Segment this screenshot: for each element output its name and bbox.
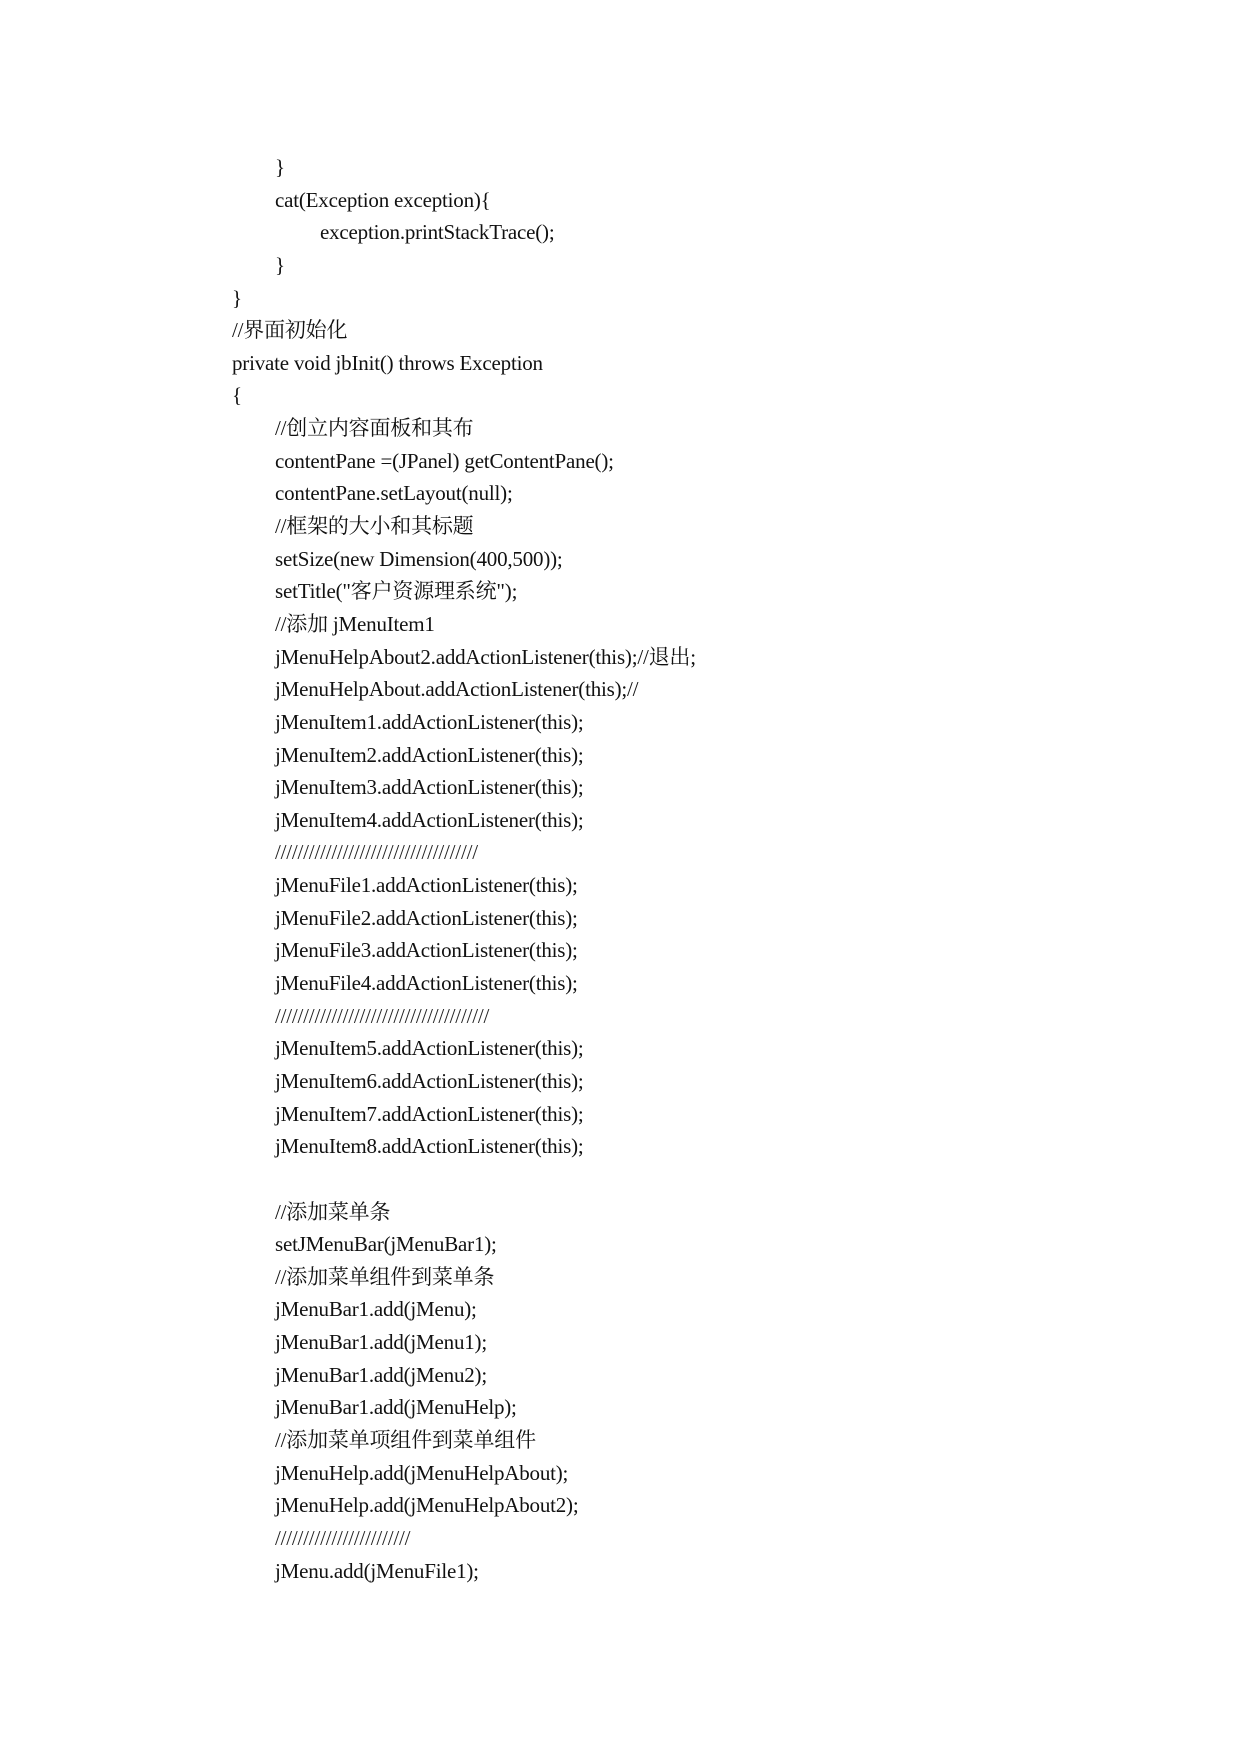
- code-line: jMenuBar1.add(jMenu1);: [275, 1330, 487, 1355]
- code-line: jMenuBar1.add(jMenu);: [275, 1297, 477, 1322]
- code-line: exception.printStackTrace();: [320, 220, 555, 245]
- code-line: jMenuFile1.addActionListener(this);: [275, 873, 578, 898]
- code-line: jMenuFile2.addActionListener(this);: [275, 905, 578, 930]
- code-line: }: [275, 252, 285, 277]
- code-line: jMenuItem2.addActionListener(this);: [275, 742, 584, 767]
- code-line: private void jbInit() throws Exception: [232, 350, 543, 375]
- separator-comment-line: ////////////////////////: [275, 1525, 411, 1550]
- comment-line: //添加菜单条: [275, 1199, 391, 1224]
- code-line: jMenuItem4.addActionListener(this);: [275, 807, 584, 832]
- code-line: jMenuHelpAbout.addActionListener(this);//: [275, 677, 639, 702]
- blank-line: [232, 1163, 1212, 1196]
- comment-line: //添加 jMenuItem1: [275, 611, 435, 636]
- code-line: jMenuItem5.addActionListener(this);: [275, 1036, 584, 1061]
- code-line: }: [275, 155, 285, 179]
- code-line: setSize(new Dimension(400,500));: [275, 546, 563, 571]
- code-line: cat(Exception exception){: [275, 187, 491, 212]
- code-line: jMenuBar1.add(jMenuHelp);: [275, 1395, 517, 1420]
- code-line: jMenuHelpAbout2.addActionListener(this);//退出;: [275, 644, 696, 669]
- code-line: jMenuItem8.addActionListener(this);: [275, 1134, 584, 1159]
- code-line: {: [232, 383, 242, 408]
- code-line: jMenuHelp.add(jMenuHelpAbout2);: [275, 1493, 579, 1518]
- code-line: jMenuItem6.addActionListener(this);: [275, 1068, 584, 1093]
- separator-comment-line: //////////////////////////////////////: [275, 1003, 490, 1028]
- code-line: jMenuItem3.addActionListener(this);: [275, 775, 584, 800]
- code-line: jMenuBar1.add(jMenu2);: [275, 1362, 487, 1387]
- comment-line: //界面初始化: [232, 318, 348, 343]
- code-line: jMenuFile4.addActionListener(this);: [275, 971, 578, 996]
- code-line: jMenuItem1.addActionListener(this);: [275, 709, 584, 734]
- code-line: contentPane.setLayout(null);: [275, 481, 513, 506]
- code-line: setTitle("客户资源理系统");: [275, 579, 518, 604]
- separator-comment-line: ////////////////////////////////////: [275, 840, 478, 865]
- code-line: jMenu.add(jMenuFile1);: [275, 1558, 479, 1583]
- comment-line: //添加菜单项组件到菜单组件: [275, 1427, 536, 1452]
- comment-line: //框架的大小和其标题: [275, 514, 474, 539]
- code-line: setJMenuBar(jMenuBar1);: [275, 1232, 497, 1257]
- code-line: jMenuHelp.add(jMenuHelpAbout);: [275, 1460, 569, 1485]
- code-line: jMenuItem7.addActionListener(this);: [275, 1101, 584, 1126]
- code-line: contentPane =(JPanel) getContentPane();: [275, 448, 614, 473]
- code-line: }: [232, 285, 242, 310]
- comment-line: //添加菜单组件到菜单条: [275, 1264, 495, 1289]
- code-listing: [232, 151, 1212, 1587]
- comment-line: //创立内容面板和其布: [275, 416, 474, 441]
- code-line: jMenuFile3.addActionListener(this);: [275, 938, 578, 963]
